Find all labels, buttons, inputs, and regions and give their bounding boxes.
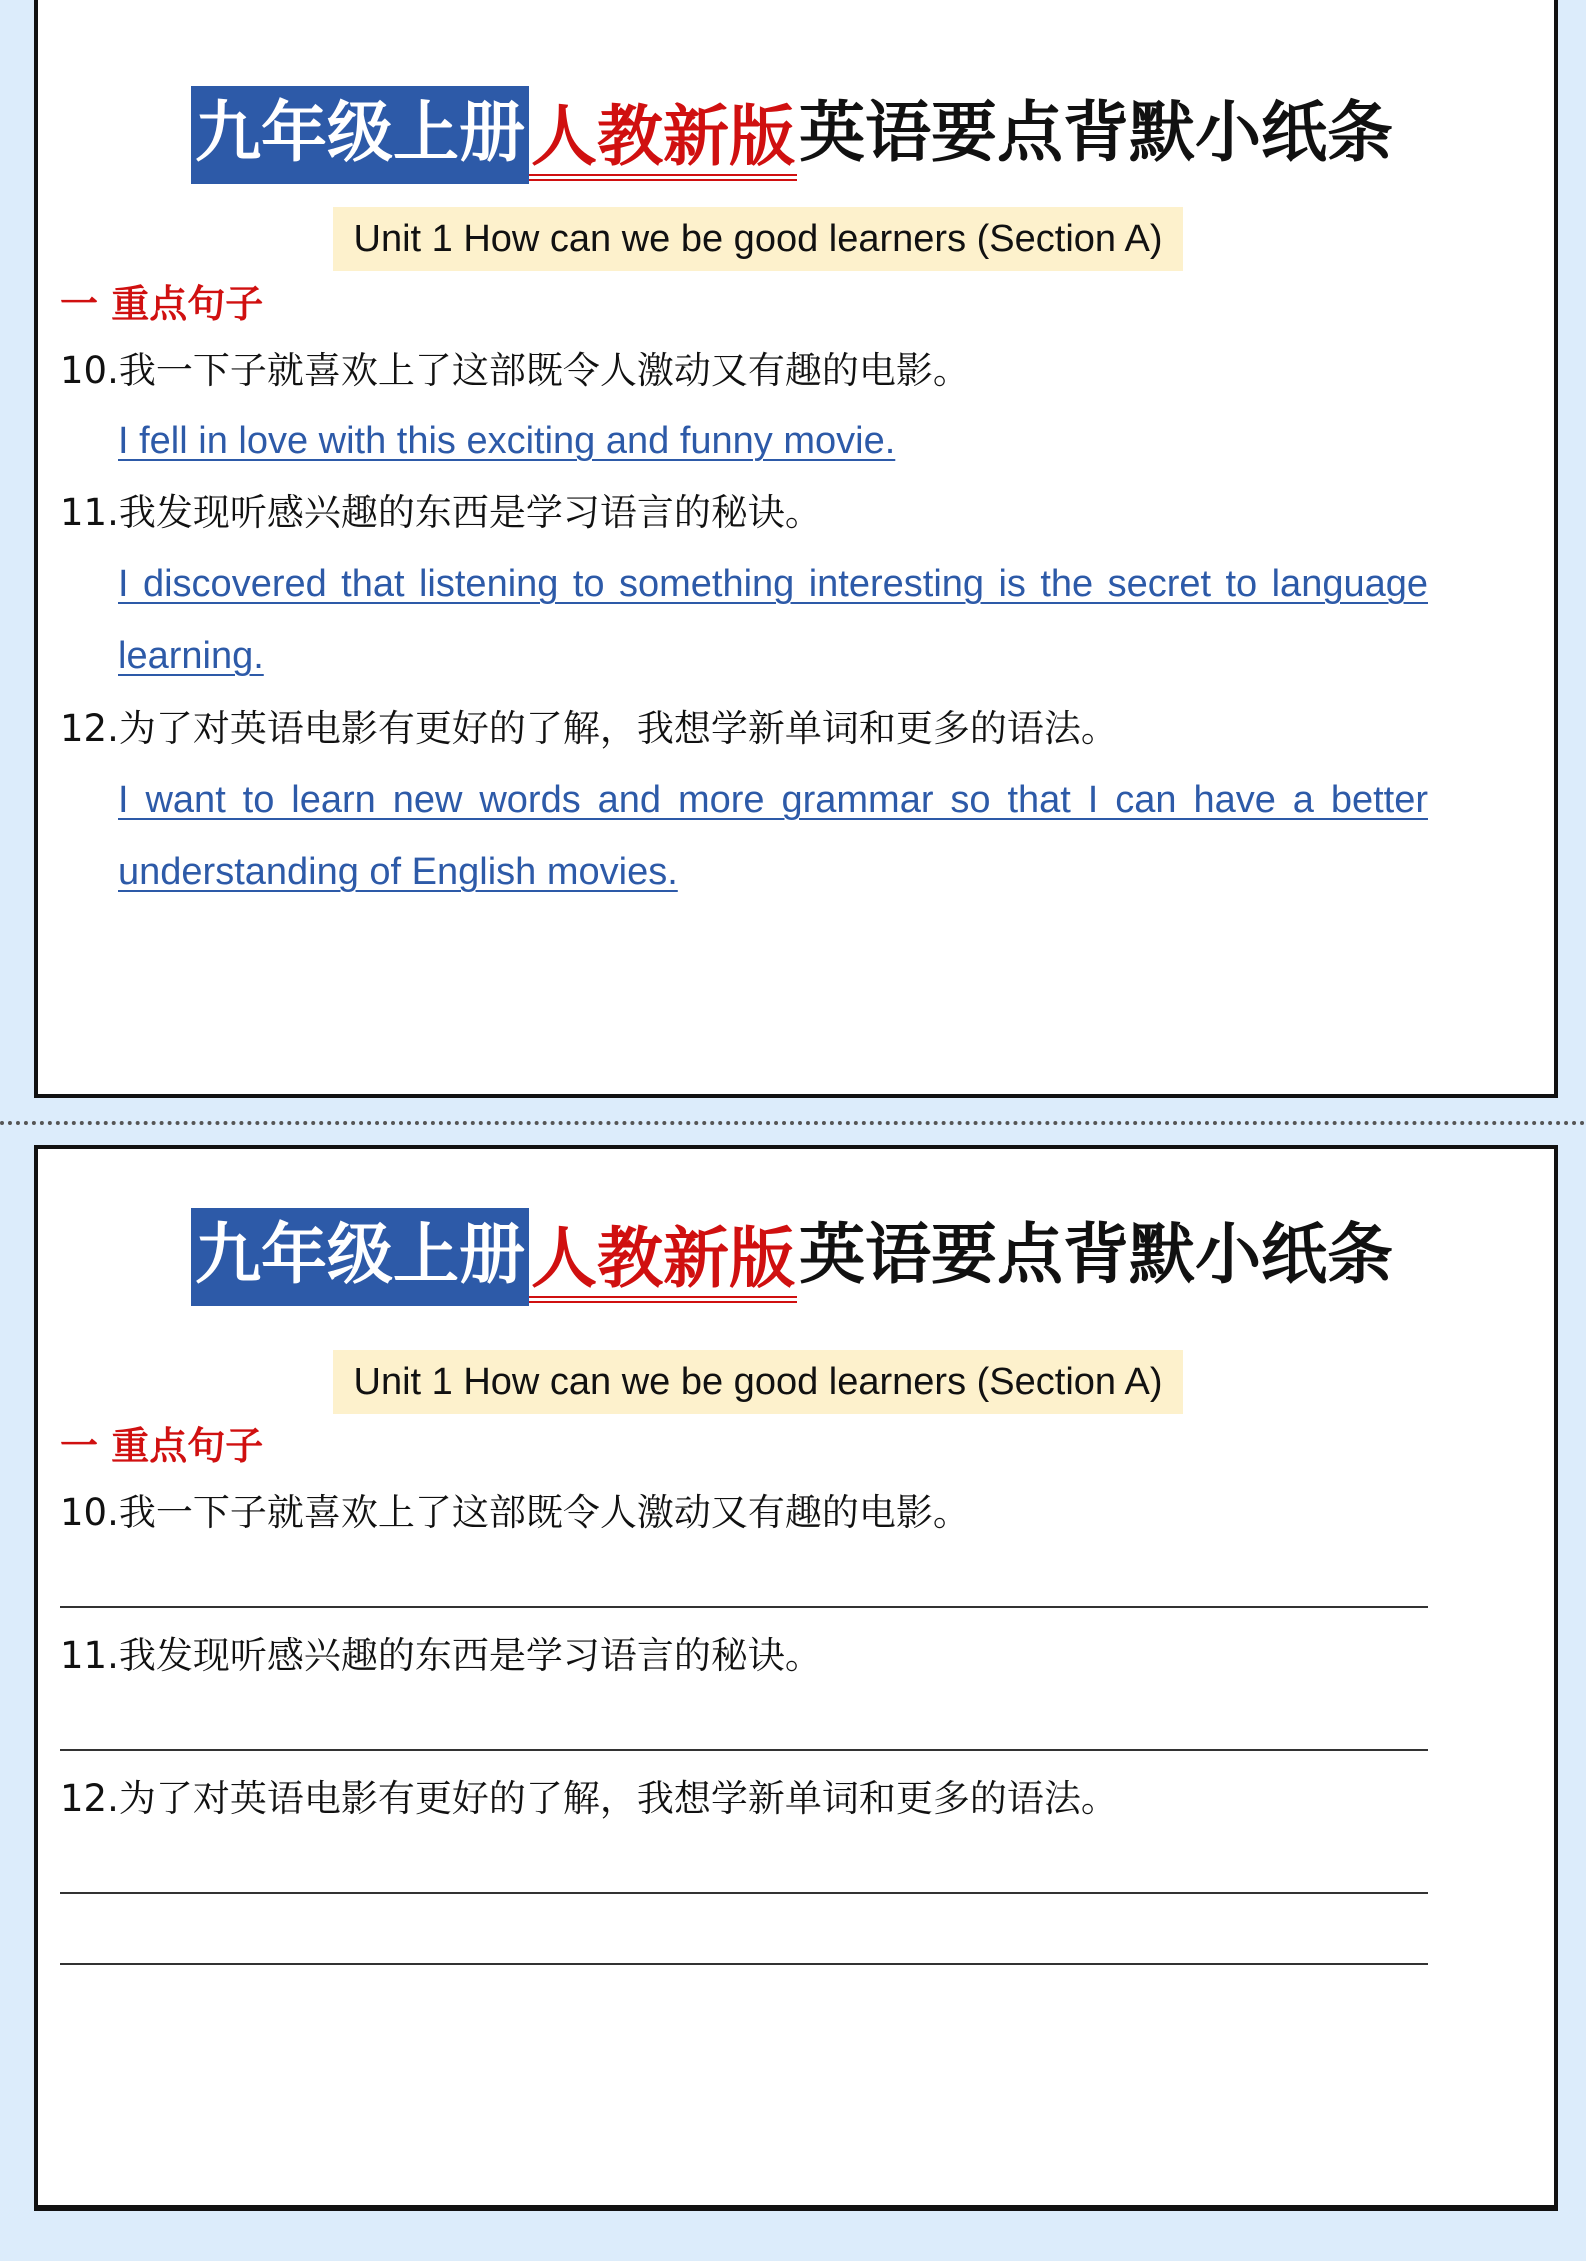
page-title xyxy=(0,86,1586,184)
answer-10: I fell in love with this exciting and funny movie. xyxy=(118,420,896,462)
section-heading: 一 重点句子 xyxy=(60,282,264,326)
next-card-edge xyxy=(34,2207,1558,2261)
title-edition: 人教新版 xyxy=(529,90,797,181)
answer-blank-11[interactable] xyxy=(60,1749,1428,1751)
answer-11: I discovered that listening to something interesting is the secret to language learning. xyxy=(118,563,1428,677)
answer-blank-12-line2[interactable] xyxy=(60,1963,1428,1965)
title-subject: 英语要点背默小纸条 xyxy=(799,94,1393,171)
practice-question-10: 10.我一下子就喜欢上了这部既令人激动又有趣的电影。 xyxy=(60,1491,970,1534)
answer-12: I want to learn new words and more grammar so that I can have a better understanding of English movies. xyxy=(118,779,1428,893)
practice-question-11: 11.我发现听感兴趣的东西是学习语言的秘诀。 xyxy=(60,1634,822,1677)
title-grade: 九年级上册 xyxy=(191,1208,529,1306)
cut-line xyxy=(0,1121,1586,1125)
title-subject: 英语要点背默小纸条 xyxy=(799,1216,1393,1293)
answer-blank-12-line1[interactable] xyxy=(60,1892,1428,1894)
unit-title-practice: Unit 1 How can we be good learners (Section A) xyxy=(333,1350,1183,1414)
answer-blank-10[interactable] xyxy=(60,1606,1428,1608)
section-heading-practice: 一 重点句子 xyxy=(60,1424,264,1468)
question-10: 10.我一下子就喜欢上了这部既令人激动又有趣的电影。 xyxy=(60,349,970,392)
practice-question-12: 12.为了对英语电影有更好的了解，我想学新单词和更多的语法。 xyxy=(60,1777,1118,1820)
title-edition: 人教新版 xyxy=(529,1212,797,1303)
question-12: 12.为了对英语电影有更好的了解，我想学新单词和更多的语法。 xyxy=(60,707,1118,750)
unit-title: Unit 1 How can we be good learners (Section A) xyxy=(333,207,1183,271)
page-title-practice xyxy=(0,1208,1586,1306)
question-11: 11.我发现听感兴趣的东西是学习语言的秘诀。 xyxy=(60,491,822,534)
title-grade: 九年级上册 xyxy=(191,86,529,184)
